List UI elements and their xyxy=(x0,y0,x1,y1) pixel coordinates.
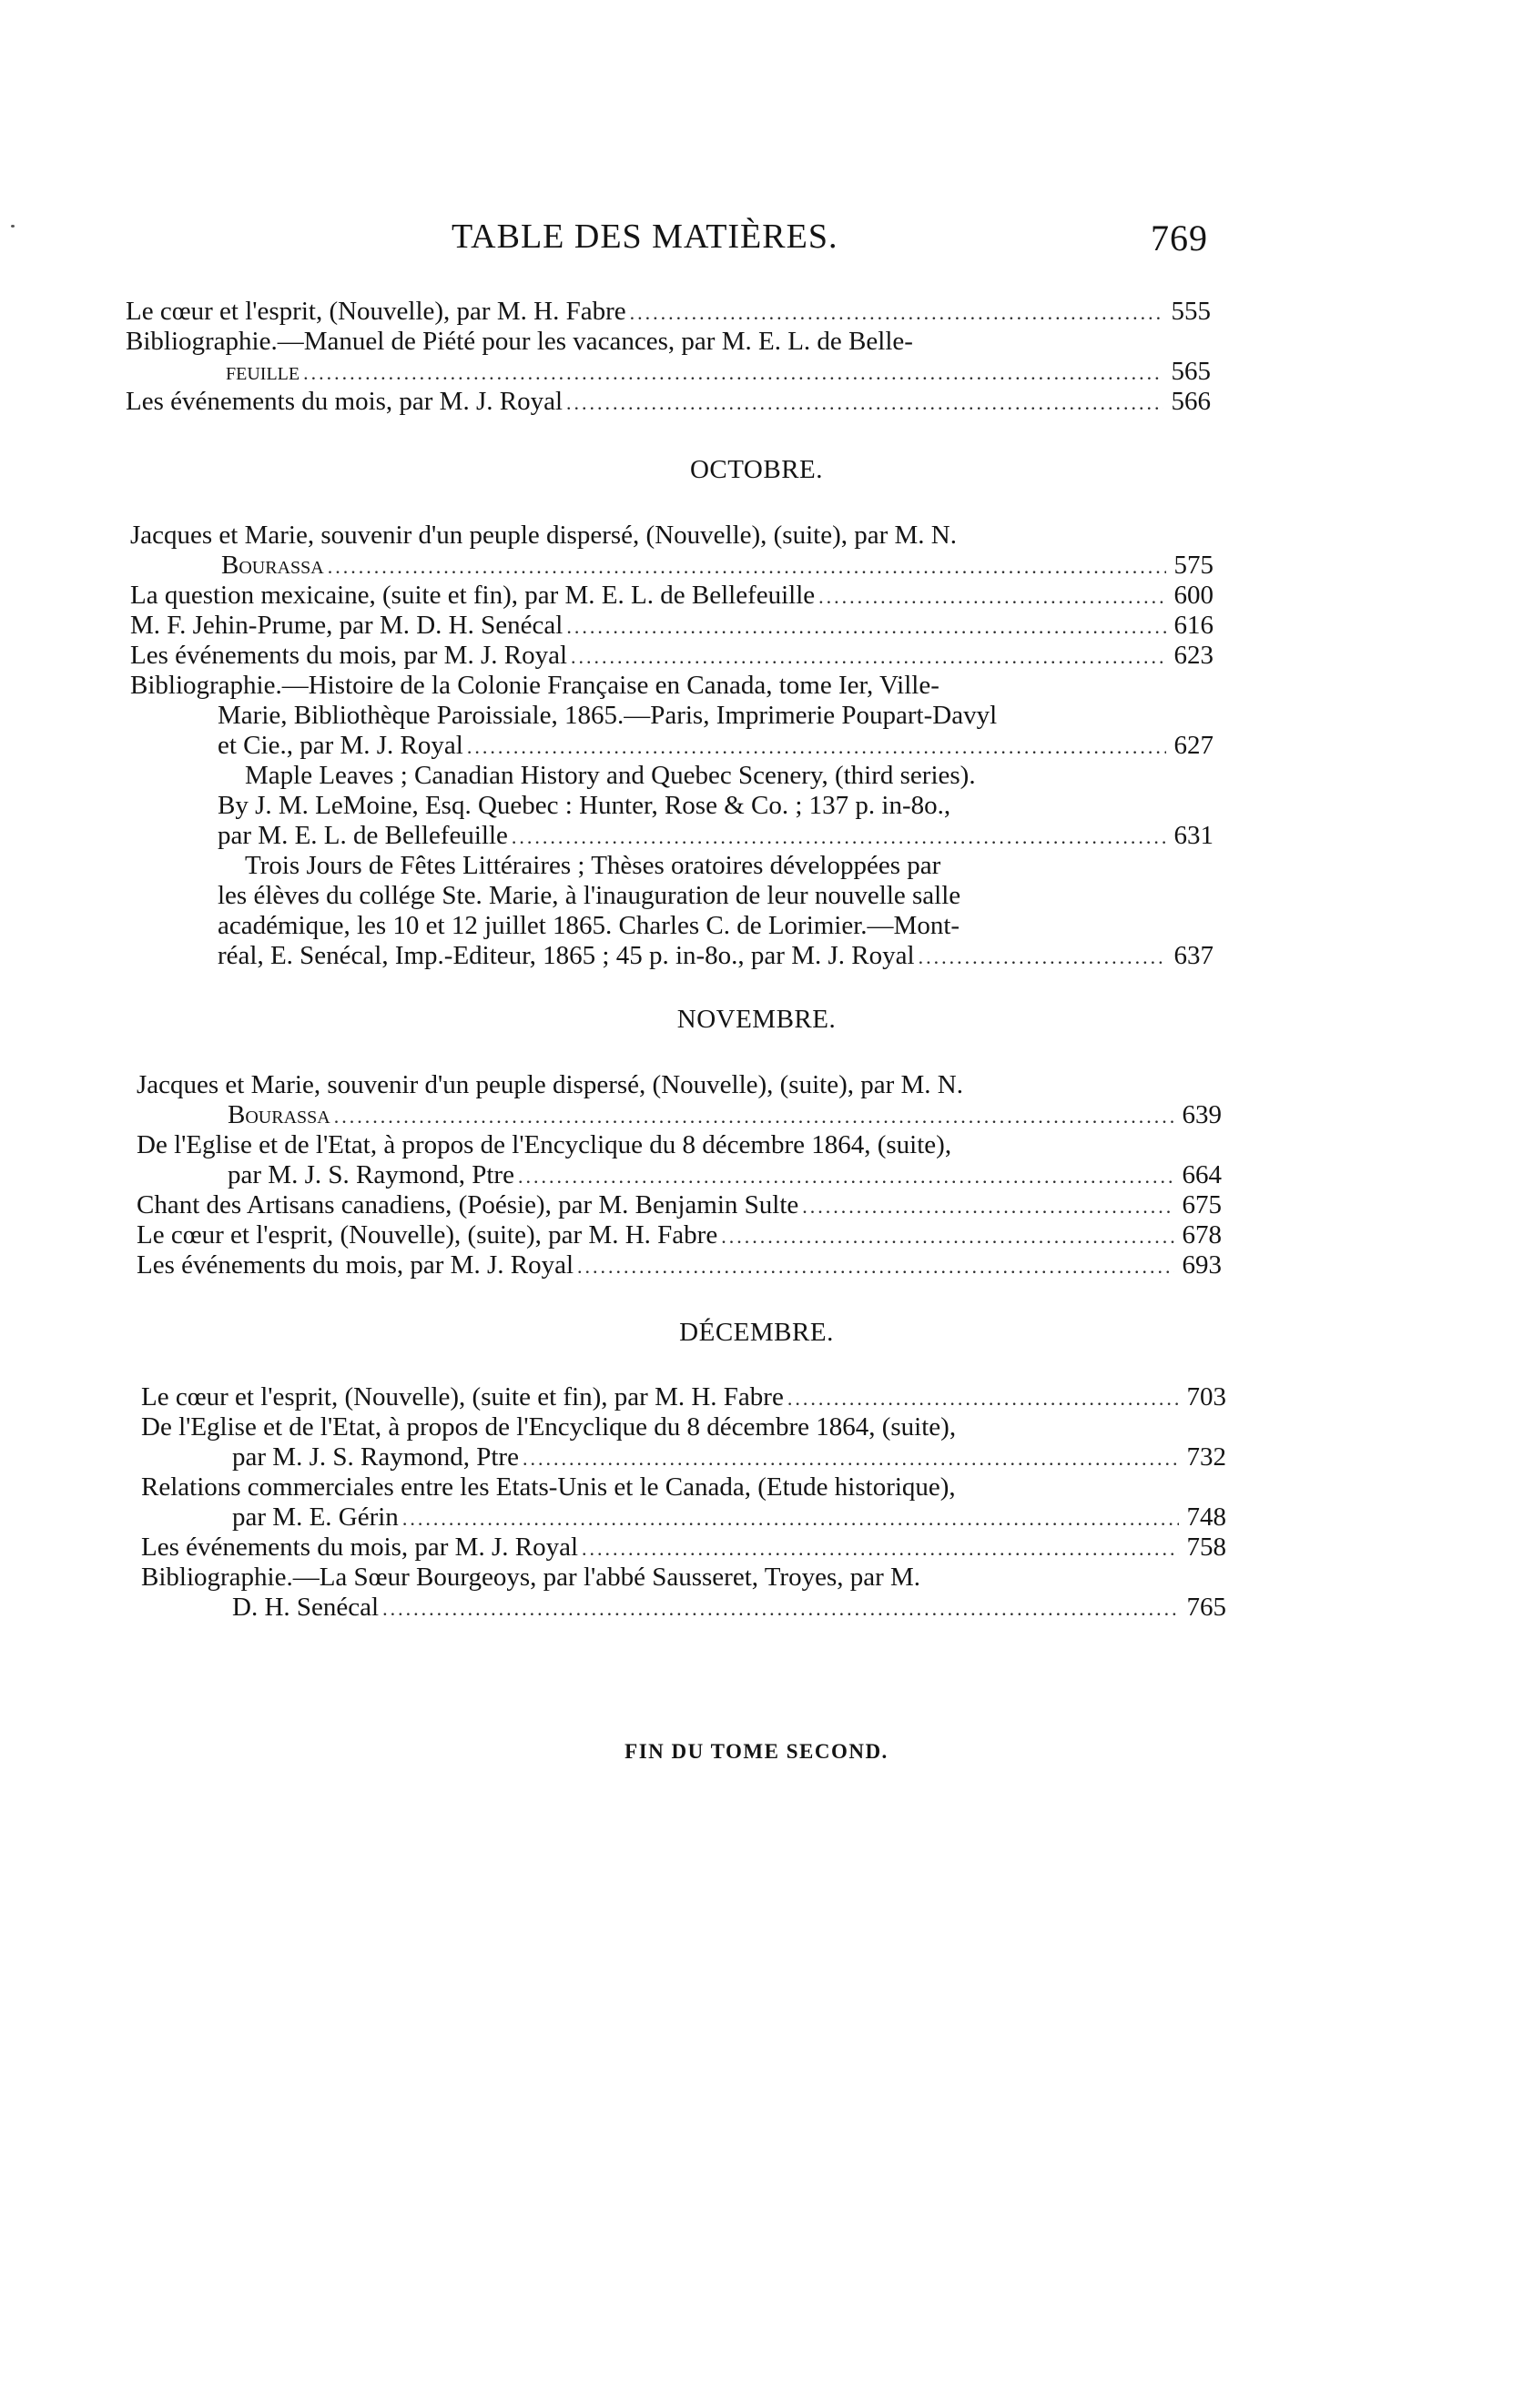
toc-entry xyxy=(141,1472,1226,1533)
entry-text: Relations commerciales entre les Etats-Unis et le Canada, (Etude historique), xyxy=(141,1472,956,1502)
entry-page: 623 xyxy=(1173,641,1213,670)
toc-entry xyxy=(141,1382,1226,1412)
page-number: 769 xyxy=(1151,218,1208,258)
entry-page: 693 xyxy=(1182,1250,1222,1280)
entry-text: M. F. Jehin-Prume, par M. D. H. Senécal xyxy=(130,611,564,640)
toc-entry xyxy=(130,581,1213,611)
toc-entry xyxy=(130,671,1213,971)
entry-page: 675 xyxy=(1182,1190,1222,1219)
entry-page: 639 xyxy=(1182,1100,1222,1129)
entry-text: par M. E. Gérin xyxy=(232,1502,399,1532)
entry-text: par M. E. L. de Bellefeuille xyxy=(218,821,508,850)
entry-page: 616 xyxy=(1173,611,1213,640)
toc-entry xyxy=(141,1412,1226,1472)
entry-text: réal, E. Senécal, Imp.-Editeur, 1865 ; 45 p. in-8o., par M. J. Royal xyxy=(218,941,915,970)
entry-page: 637 xyxy=(1173,941,1213,970)
toc-entry xyxy=(126,327,1211,387)
toc-entry xyxy=(141,1533,1226,1563)
entry-text: Jacques et Marie, souvenir d'un peuple dispersé, (Nouvelle), (suite), par M. N. xyxy=(130,521,957,550)
closing-note: FIN DU TOME SECOND. xyxy=(624,1740,889,1763)
entry-text: De l'Eglise et de l'Etat, à propos de l'Encyclique du 8 décembre 1864, (suite), xyxy=(141,1412,957,1442)
toc-entry xyxy=(137,1190,1222,1220)
entry-page: 732 xyxy=(1186,1442,1226,1472)
entry-page: 631 xyxy=(1173,821,1213,850)
dot-leader xyxy=(787,1383,1179,1413)
toc-entry xyxy=(126,387,1211,417)
entry-text: Bibliographie.—La Sœur Bourgeoys, par l'abbé Sausseret, Troyes, par M. xyxy=(141,1563,921,1592)
entry-text: feuille xyxy=(226,357,300,386)
entry-text: Le cœur et l'esprit, (Nouvelle), par M. H. Fabre xyxy=(126,297,626,326)
entry-text: Jacques et Marie, souvenir d'un peuple dispersé, (Nouvelle), (suite), par M. N. xyxy=(137,1070,963,1099)
dot-leader xyxy=(571,642,1166,672)
entry-page: 703 xyxy=(1186,1382,1226,1411)
toc-entry xyxy=(137,1220,1222,1250)
entry-text: Bibliographie.—Manuel de Piété pour les vacances, par M. E. L. de Belle- xyxy=(126,327,913,356)
dot-leader xyxy=(382,1594,1179,1624)
entry-text: Les événements du mois, par M. J. Royal xyxy=(137,1250,574,1280)
entry-text: par M. J. S. Raymond, Ptre xyxy=(232,1442,519,1472)
entry-text: par M. J. S. Raymond, Ptre xyxy=(228,1160,514,1189)
entry-text: By J. M. LeMoine, Esq. Quebec : Hunter, Rose & Co. ; 137 p. in-8o., xyxy=(218,791,951,820)
entry-text: De l'Eglise et de l'Etat, à propos de l'Encyclique du 8 décembre 1864, (suite), xyxy=(137,1130,952,1159)
entry-page: 664 xyxy=(1182,1160,1222,1189)
entry-text: Les événements du mois, par M. J. Royal xyxy=(130,641,568,670)
toc-entry xyxy=(126,297,1211,327)
entry-page: 600 xyxy=(1173,581,1213,610)
scan-speck xyxy=(11,225,15,228)
dot-leader xyxy=(566,612,1166,642)
entry-text: Les événements du mois, par M. J. Royal xyxy=(126,387,564,416)
dot-leader xyxy=(721,1221,1174,1251)
dot-leader xyxy=(818,582,1166,612)
entry-text: La question mexicaine, (suite et fin), par M. E. L. de Bellefeuille xyxy=(130,581,816,610)
toc-entry xyxy=(130,611,1213,641)
entry-text: Bibliographie.—Histoire de la Colonie Française en Canada, tome Ier, Ville- xyxy=(130,671,939,700)
dot-leader xyxy=(303,358,1163,388)
entry-text: Chant des Artisans canadiens, (Poésie), par M. Benjamin Sulte xyxy=(137,1190,799,1219)
entry-page: 765 xyxy=(1186,1593,1226,1622)
dot-leader xyxy=(328,551,1166,582)
dot-leader xyxy=(566,388,1163,418)
entry-page: 575 xyxy=(1173,551,1213,580)
entry-text: Les événements du mois, par M. J. Royal xyxy=(141,1533,579,1562)
entry-text: Bourassa xyxy=(221,551,324,580)
dot-leader xyxy=(577,1251,1174,1281)
dot-leader xyxy=(518,1161,1174,1191)
toc-entry xyxy=(130,641,1213,671)
dot-leader xyxy=(919,942,1166,972)
entry-page: 565 xyxy=(1171,357,1211,386)
entry-page: 748 xyxy=(1186,1502,1226,1532)
dot-leader xyxy=(802,1191,1174,1221)
entry-page: 566 xyxy=(1171,387,1211,416)
dot-leader xyxy=(402,1503,1179,1533)
entry-page: 555 xyxy=(1171,297,1211,326)
toc-entry xyxy=(137,1070,1222,1130)
entry-text: les élèves du collége Ste. Marie, à l'inauguration de leur nouvelle salle xyxy=(218,881,961,910)
entry-text: académique, les 10 et 12 juillet 1865. Charles C. de Lorimier.—Mont- xyxy=(218,911,960,940)
entry-text: Le cœur et l'esprit, (Nouvelle), (suite), par M. H. Fabre xyxy=(137,1220,718,1250)
section-heading: DÉCEMBRE. xyxy=(679,1318,834,1347)
section-heading: NOVEMBRE. xyxy=(676,1005,837,1034)
toc-entry xyxy=(141,1563,1226,1623)
entry-text: Trois Jours de Fêtes Littéraires ; Thèses oratoires développées par xyxy=(245,851,941,880)
entry-text: Marie, Bibliothèque Paroissiale, 1865.—Paris, Imprimerie Poupart-Davyl xyxy=(218,701,998,730)
entry-page: 678 xyxy=(1182,1220,1222,1250)
entry-text: Le cœur et l'esprit, (Nouvelle), (suite et fin), par M. H. Fabre xyxy=(141,1382,784,1411)
dot-leader xyxy=(523,1443,1179,1473)
dot-leader xyxy=(334,1101,1174,1131)
entry-page: 627 xyxy=(1173,731,1213,760)
dot-leader xyxy=(512,822,1166,852)
toc-entry xyxy=(137,1130,1222,1190)
running-title: TABLE DES MATIÈRES. xyxy=(452,218,838,256)
dot-leader xyxy=(630,298,1163,328)
toc-entry xyxy=(137,1250,1222,1280)
entry-text: et Cie., par M. J. Royal xyxy=(218,731,463,760)
toc-entry xyxy=(130,521,1213,581)
entry-text: D. H. Senécal xyxy=(232,1593,380,1622)
entry-page: 758 xyxy=(1186,1533,1226,1562)
section-heading: OCTOBRE. xyxy=(689,455,824,484)
entry-text: Maple Leaves ; Canadian History and Quebec Scenery, (third series). xyxy=(245,761,976,790)
entry-text: Bourassa xyxy=(228,1100,330,1129)
dot-leader xyxy=(582,1533,1179,1563)
dot-leader xyxy=(467,732,1166,762)
